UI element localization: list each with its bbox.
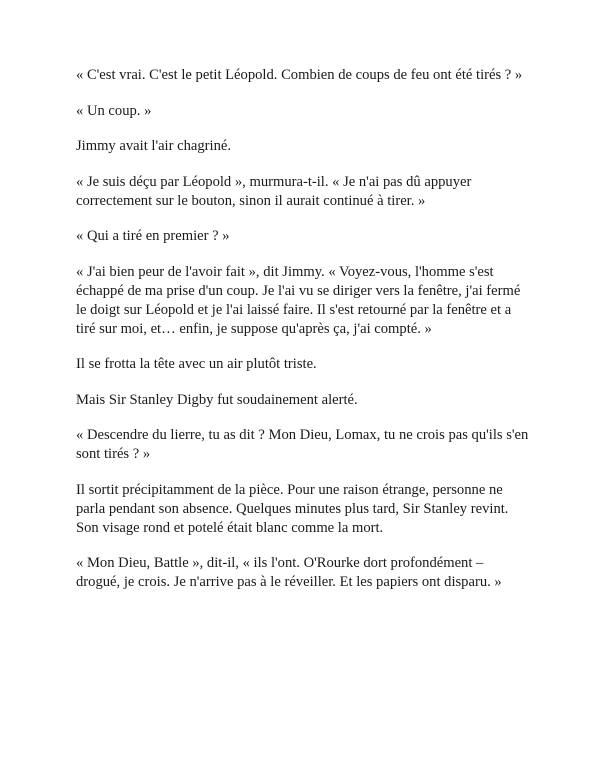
document-page [76, 66, 530, 609]
paragraph-5: « Qui a tiré en premier ? » [76, 228, 230, 244]
paragraph-7: Il se frotta la tête avec un air plutôt triste. [76, 356, 317, 372]
paragraph-9: « Descendre du lierre, tu as dit ? Mon Dieu, Lomax, tu ne crois pas qu'ils s'en sont tirés ? » [76, 427, 529, 462]
paragraph-10: Il sortit précipitamment de la pièce. Pour une raison étrange, personne ne parla pendant son absence. Quelques minutes plus tard, Sir Stanley revint. Son visage rond et potelé était blanc comme la mort. [76, 481, 509, 536]
paragraph-11: « Mon Dieu, Battle », dit-il, « ils l'ont. O'Rourke dort profondément – drogué, je crois. Je n'arrive pas à le réveiller. Et les papiers ont disparu. » [76, 555, 502, 590]
paragraph-2: « Un coup. » [76, 102, 152, 119]
paragraph-4: « Je suis déçu par Léopold », murmura-t-il. « Je n'ai pas dû appuyer correctement sur le bouton, sinon il aurait continué à tirer. » [76, 173, 472, 209]
paragraph-1: « C'est vrai. C'est le petit Léopold. Combien de coups de feu ont été tirés ? » [76, 67, 523, 83]
paragraph-8: Mais Sir Stanley Digby fut soudainement alerté. [76, 391, 358, 408]
paragraph-3: Jimmy avait l'air chagriné. [76, 138, 232, 154]
paragraph-6: « J'ai bien peur de l'avoir fait », dit Jimmy. « Voyez-vous, l'homme s'est échappé de ma prise d'un coup. Je l'ai vu se diriger vers la fenêtre, j'ai fermé le doigt sur Léopold et je l'ai laissé faire. Il s'est retourné par la fenêtre et a tiré sur moi, et… enfin, je suppose qu'après ça, j'ai compté. » [76, 263, 521, 337]
